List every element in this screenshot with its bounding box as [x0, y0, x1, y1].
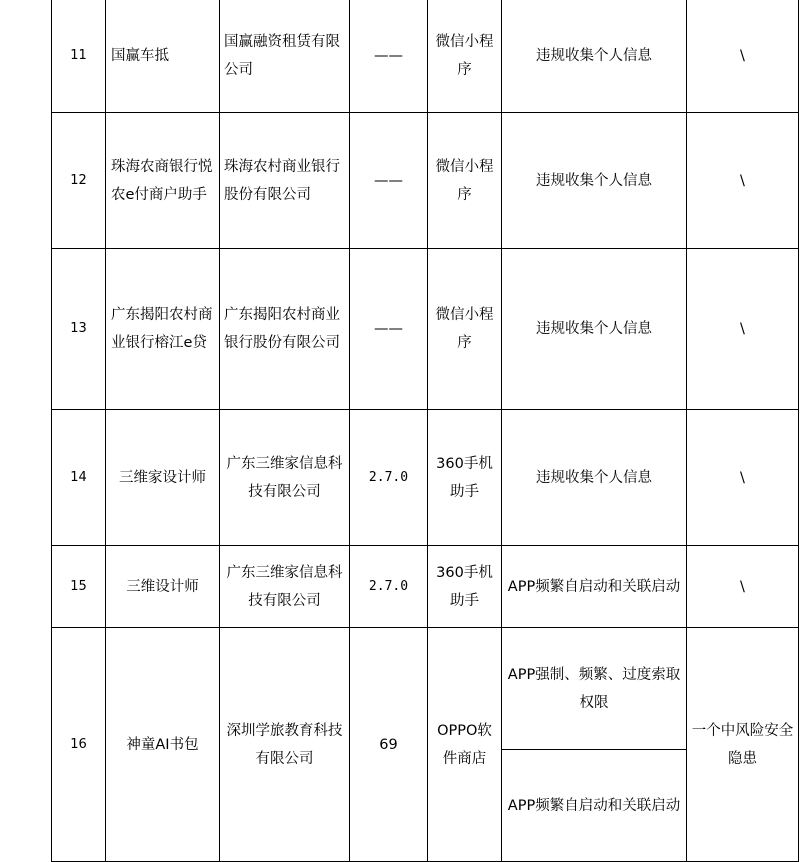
row-number: 11	[52, 0, 106, 113]
company-name: 广东三维家信息科技有限公司	[220, 546, 350, 628]
issue-description: 违规收集个人信息	[502, 410, 687, 546]
company-name: 国赢融资租赁有限公司	[220, 0, 350, 113]
row-number: 12	[52, 113, 106, 249]
company-name: 广东揭阳农村商业银行股份有限公司	[220, 249, 350, 410]
app-version: ——	[350, 249, 428, 410]
app-version: ——	[350, 113, 428, 249]
app-name: 广东揭阳农村商业银行榕江e贷	[106, 249, 220, 410]
risk-note: \	[687, 0, 799, 113]
issue-description: 违规收集个人信息	[502, 249, 687, 410]
app-version: ——	[350, 0, 428, 113]
app-name: 珠海农商银行悦农e付商户助手	[106, 113, 220, 249]
app-source: 360手机助手	[428, 410, 502, 546]
issue-description: APP频繁自启动和关联启动	[502, 750, 687, 862]
issue-description: APP频繁自启动和关联启动	[502, 546, 687, 628]
table-row	[52, 113, 799, 249]
app-source: 微信小程序	[428, 0, 502, 113]
table-row	[52, 0, 799, 113]
row-number: 13	[52, 249, 106, 410]
table-row	[52, 249, 799, 410]
issue-description: APP强制、频繁、过度索取权限	[502, 628, 687, 750]
table-row	[52, 628, 799, 750]
app-version: 69	[350, 628, 428, 862]
app-source: 微信小程序	[428, 113, 502, 249]
issue-description: 违规收集个人信息	[502, 0, 687, 113]
risk-note: \	[687, 249, 799, 410]
app-source: OPPO软件商店	[428, 628, 502, 862]
table-row	[52, 410, 799, 546]
app-name: 国赢车抵	[106, 0, 220, 113]
risk-note: \	[687, 410, 799, 546]
app-source: 微信小程序	[428, 249, 502, 410]
table-row	[52, 546, 799, 628]
app-version: 2.7.0	[350, 410, 428, 546]
row-number: 14	[52, 410, 106, 546]
company-name: 广东三维家信息科技有限公司	[220, 410, 350, 546]
company-name: 珠海农村商业银行股份有限公司	[220, 113, 350, 249]
app-version: 2.7.0	[350, 546, 428, 628]
app-source: 360手机助手	[428, 546, 502, 628]
row-number: 15	[52, 546, 106, 628]
company-name: 深圳学旅教育科技有限公司	[220, 628, 350, 862]
app-name: 神童AI书包	[106, 628, 220, 862]
app-name: 三维设计师	[106, 546, 220, 628]
row-number: 16	[52, 628, 106, 862]
risk-note: \	[687, 113, 799, 249]
risk-note: \	[687, 546, 799, 628]
app-violation-table	[51, 0, 799, 862]
issue-description: 违规收集个人信息	[502, 113, 687, 249]
risk-note: 一个中风险安全隐患	[687, 628, 799, 862]
app-name: 三维家设计师	[106, 410, 220, 546]
